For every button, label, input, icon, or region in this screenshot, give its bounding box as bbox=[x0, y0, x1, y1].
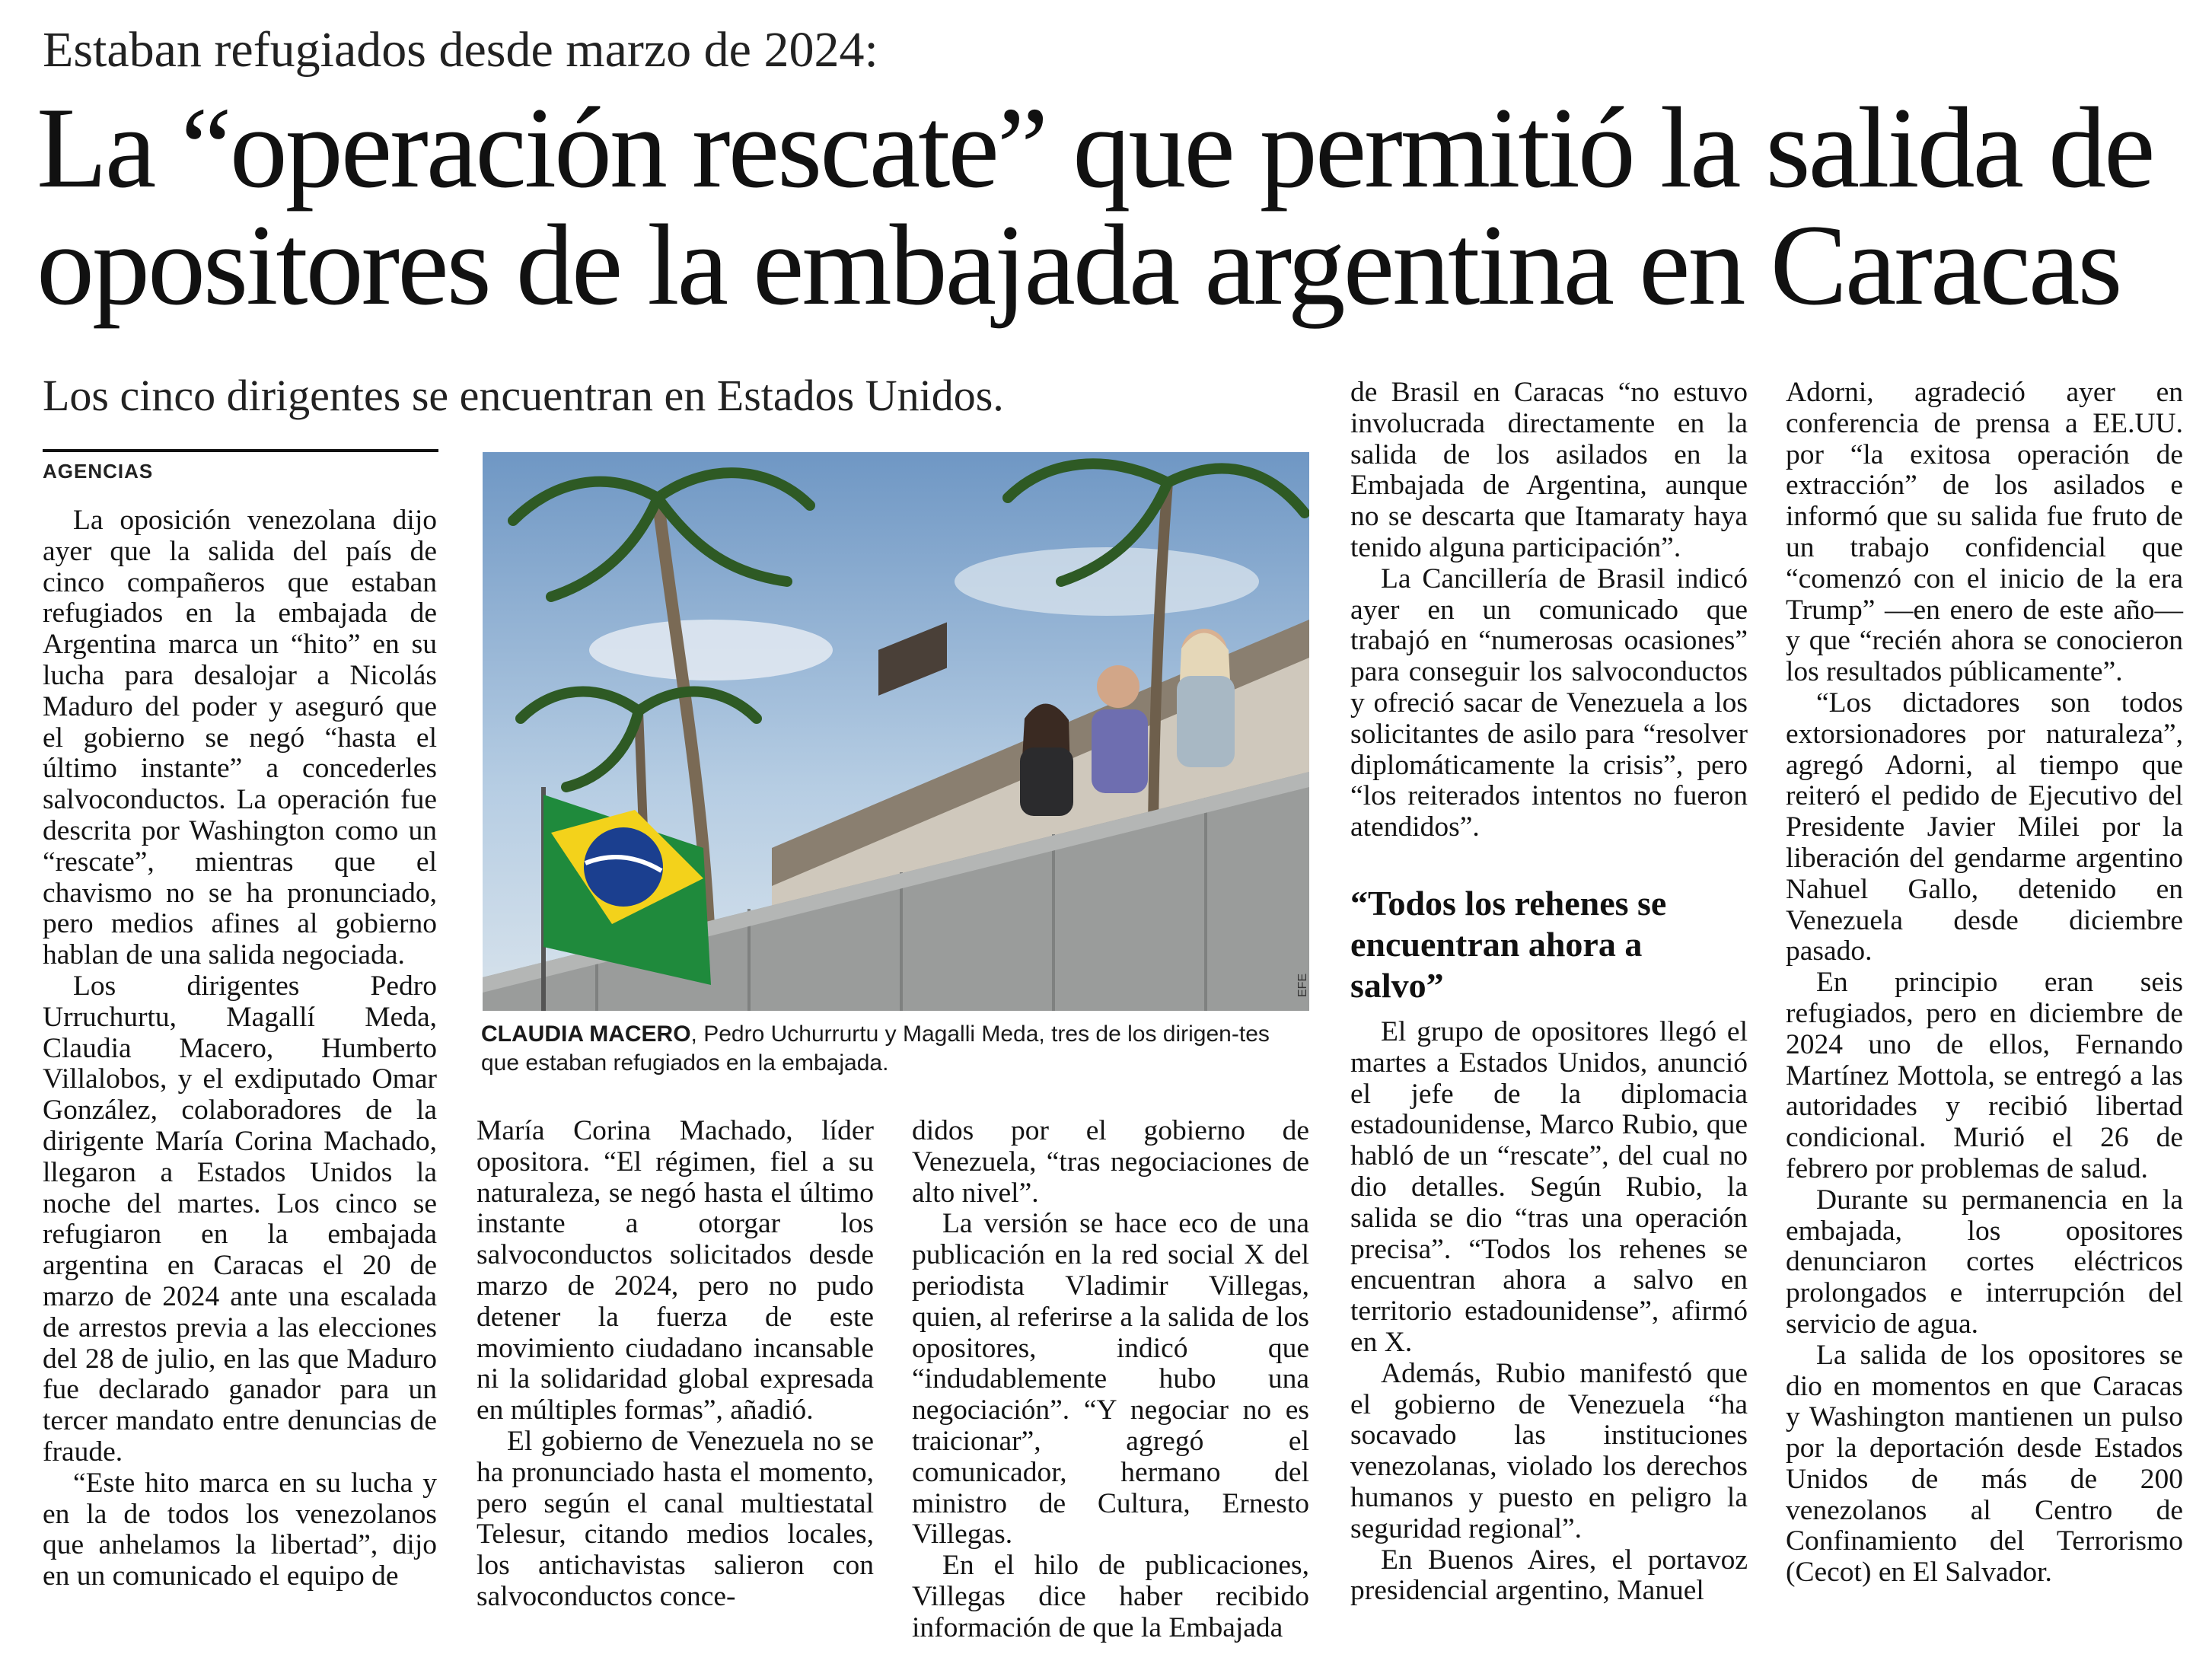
paragraph: La Cancillería de Brasil indicó ayer en un comunicado que trabajó en “numerosas ocasiones” para conseguir los salvoconductos y ofreció sacar de Venezuela a los solicitantes de asilo para “resolver diplomáticamente la crisis”, pero “los reiterados intentos no fueron atendidos”. bbox=[1350, 563, 1748, 843]
paragraph: En Buenos Aires, el portavoz presidencial argentino, Manuel bbox=[1350, 1544, 1748, 1607]
paragraph: “Los dictadores son todos extorsionadores por naturaleza”, agregó Adorni, al tiempo que reiteró el pedido de Ejecutivo del Presidente Javier Milei por la liberación del gendarme argentino Nahuel Gallo, detenido en Venezuela desde diciembre pasado. bbox=[1786, 687, 2183, 967]
paragraph: de Brasil en Caracas “no estuvo involucrada directamente en la salida de los asilados en la Embajada de Argentina, aunque no se descarta que Itamaraty haya tenido alguna participación”. bbox=[1350, 377, 1748, 563]
column-4-bottom bbox=[1350, 1017, 1748, 1607]
article-photo bbox=[483, 452, 1309, 1011]
paragraph: Durante su permanencia en la embajada, los opositores denunciaron cortes eléctricos prolongados e interrupción del servicio de agua. bbox=[1786, 1184, 2183, 1340]
paragraph: En el hilo de publicaciones, Villegas dice haber recibido información de que la Embajada bbox=[912, 1550, 1309, 1643]
paragraph: La versión se hace eco de una publicación en la red social X del periodista Vladimir Villegas, quien, al referirse a la salida de los opositores, indicó que “indudablemente hubo una negociación”. “Y negociar no es traicionar”, agregó el comunicador, hermano del ministro de Cultura, Ernesto Villegas. bbox=[912, 1208, 1309, 1550]
paragraph: Los dirigentes Pedro Urruchurtu, Magallí Meda, Claudia Macero, Humberto Villalobos, y el exdiputado Omar González, colaboradores de la dirigente María Corina Machado, llegaron a Estados Unidos la noche del martes. Los cinco se refugiaron en la embajada argentina en Caracas el 20 de marzo de 2024 ante una escalada de arrestos previa a las elecciones del 28 de julio, en las que Maduro fue declarado ganador para un tercer mandato entre denuncias de fraude. bbox=[43, 970, 437, 1468]
subtitle: Los cinco dirigentes se encuentran en Estados Unidos. bbox=[43, 371, 1004, 420]
paragraph: didos por el gobierno de Venezuela, “tras negociaciones de alto nivel”. bbox=[912, 1115, 1309, 1209]
paragraph: En principio eran seis refugiados, pero en diciembre de 2024 uno de ellos, Fernando Martínez Mottola, se entregó a las autoridades y recibió libertad condicional. Murió el 26 de febrero por problemas de salud. bbox=[1786, 967, 2183, 1184]
column-1 bbox=[43, 505, 437, 1592]
byline: AGENCIAS bbox=[43, 460, 154, 483]
paragraph: La oposición venezolana dijo ayer que la salida del país de cinco compañeros que estaban refugiados en la embajada de Argentina marca un “hito” en su lucha para desalojar a Nicolás Maduro del poder y aseguró que el gobierno se negó “hasta el último instante” a concederles salvoconductos. La operación fue descrita por Washington como un “rescate”, mientras que el chavismo no se ha pronunciado, pero medios afines al gobierno hablan de una salida negociada. bbox=[43, 505, 437, 971]
paragraph: El grupo de opositores llegó el martes a Estados Unidos, anunció el jefe de la diplomacia estadounidense, Marco Rubio, que habló de un “rescate”, del cual no dio detalles. Según Rubio, la salida se dio “tras una operación precisa”. “Todos los rehenes se encuentran ahora a salvo en territorio estadounidense”, afirmó en X. bbox=[1350, 1016, 1748, 1358]
paragraph: María Corina Machado, líder opositora. “El régimen, fiel a su naturaleza, se negó hasta el último instante a otorgar los salvoconductos solicitados desde marzo de 2024, pero no pudo detener la fuerza de este movimiento ciudadano incansable ni la solidaridad global expresada en múltiples formas”, añadió. bbox=[477, 1115, 874, 1426]
byline-rule bbox=[43, 449, 438, 452]
headline bbox=[37, 84, 2153, 329]
caption-text: , Pedro Uchurrurtu y Magalli Meda, tres de los dirigen-tes que estaban refugiados en la embajada. bbox=[481, 1021, 1270, 1076]
subhead: “Todos los rehenes se encuentran ahora a salvo” bbox=[1350, 884, 1667, 1005]
paragraph: El gobierno de Venezuela no se ha pronunciado hasta el momento, pero según el canal multiestatal Telesur, citando medios locales, los antichavistas salieron con salvoconductos conce- bbox=[477, 1425, 874, 1612]
paragraph: La salida de los opositores se dio en momentos en que Caracas y Washington mantienen un pulso por la deportación desde Estados Unidos de más de 200 venezolanos al Centro de Confinamiento del Terrorismo (Cecot) en El Salvador. bbox=[1786, 1339, 2183, 1589]
paragraph: “Este hito marca en su lucha y en la de todos los venezolanos que anhelamos la libertad”, dijo en un comunicado el equipo de bbox=[43, 1467, 437, 1592]
headline-line-1: La “operación rescate” que permitió la salida de bbox=[37, 84, 2153, 212]
column-2 bbox=[477, 1116, 874, 1613]
headline-line-2: opositores de la embajada argentina en Caracas bbox=[37, 200, 2121, 329]
column-5 bbox=[1786, 378, 2183, 1589]
kicker: Estaban refugiados desde marzo de 2024: bbox=[43, 22, 878, 78]
paragraph: Además, Rubio manifestó que el gobierno de Venezuela “ha socavado las instituciones venezolanas, violado los derechos humanos y puesto en peligro la seguridad regional”. bbox=[1350, 1357, 1748, 1544]
photo-illustration bbox=[483, 452, 1309, 1011]
column-3 bbox=[912, 1116, 1309, 1644]
paragraph: Adorni, agradeció ayer en conferencia de prensa a EE.UU. por “la exitosa operación de extracción” de los asilados e informó que su salida fue fruto de un trabajo confidencial que “comenzó con el inicio de la era Trump” —en enero de este año— y que “recién ahora se conocieron los resultados públicamente”. bbox=[1786, 377, 2183, 688]
caption-name: CLAUDIA MACERO bbox=[481, 1021, 691, 1047]
photo-caption bbox=[481, 1020, 1303, 1078]
photo-credit: EFE bbox=[1296, 973, 1309, 997]
column-4-top bbox=[1350, 378, 1748, 843]
